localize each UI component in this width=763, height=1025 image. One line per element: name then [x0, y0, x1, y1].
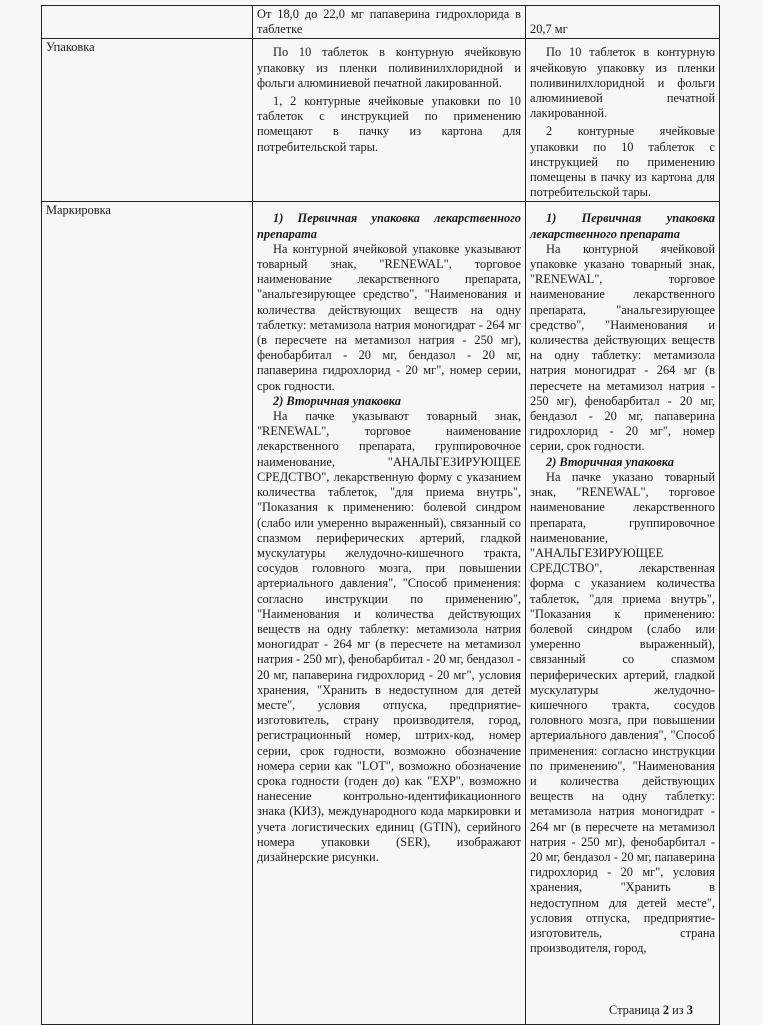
spec-cell: [253, 39, 526, 202]
spec-cell: [253, 6, 526, 39]
section-heading: 2) Вторичная упаковка: [273, 393, 401, 408]
section-heading: 2) Вторичная упаковка: [546, 454, 674, 469]
paragraph: На контурной ячейковой упаковке указывают товарный знак, "RENEWAL", торговое наименование лекарственного препарата, "анальгезирующее средство", "Наименования и количества действующих веществ на одну таблетку: метамизола натрия моногидрат - 264 мг (в пересчете на метамизол натрия - 250 мг), фенобарбитал - 20 мг, бендазол - 20 мг, папаверина гидрохлорид - 20 мг", номер серии, срок годности.: [257, 241, 521, 393]
footer-prefix: Страница: [608, 1003, 660, 1017]
section-heading: 1) Первичная упаковка лекарственного препарата: [257, 211, 521, 241]
result-text: 20,7 мг: [530, 22, 568, 37]
footer-of: из: [672, 1003, 684, 1017]
paragraph: 2 контурные ячейковые упаковки по 10 таблеток с инструкцией по применению помещены в пачку из картона для потребительской тары.: [530, 124, 715, 200]
row-label: Упаковка: [46, 40, 95, 55]
label-cell: [42, 39, 253, 202]
table-row: [42, 39, 720, 202]
section-heading: 1) Первичная упаковка лекарственного препарата: [530, 211, 715, 241]
paragraph: По 10 таблеток в контурную ячейковую упаковку из пленки поливинилхлоридной и фольги алюминиевой печатной лакированной.: [257, 45, 521, 90]
footer-total-pages: 3: [686, 1003, 693, 1017]
result-cell: [526, 39, 720, 202]
paragraph: На пачке указывают товарный знак, "RENEWAL", торговое наименование лекарственного препарата, группировочное наименование, "АНАЛЬГЕЗИРУЮЩЕЕ СРЕДСТВО", лекарственную форму с указанием количества таблеток, "для приема внутрь", "Показания к применению: болевой синдром (слабо или умеренно выраженный), связанный со спазмом периферических артерий, гладкой мускулатуры желудочно-кишечного тракта, сосудов головного мозга, при повышении артериального давления", "Способ применения: согласно инструкции по применению", "Наименования и количества действующих веществ на одну таблетку: метамизола натрия моногидрат - 264 мг (в пересчете на метамизол натрия - 250 мг), фенобарбитал - 20 мг, бендазол - 20 мг, папаверина гидрохлорид - 20 мг", условия хранения, "Хранить в недоступном для детей месте", условия отпуска, предприятие-изготовитель, страну производителя, город, регистрационный номер, штрих-код, номер серии, срок годности, возможно обозначение номера серии как "LOT", возможно обозначение срока годности (годен до) как "EXP", возможно нанесение контрольно-идентификационного знака (КИЗ), международного кода маркировки и учета логистических единиц (GTIN), серийного номера упаковки (SER), изображают дизайнерские рисунки.: [257, 409, 521, 864]
paragraph: 1, 2 контурные ячейковые упаковки по 10 таблеток с инструкцией по применению помещают в пачку из картона для потребительской тары.: [257, 94, 521, 154]
row-label: Маркировка: [46, 203, 111, 218]
result-cell: [526, 202, 720, 1025]
paragraph: По 10 таблеток в контурную ячейковую упаковку из пленки поливинилхлоридной и фольги алюминиевой печатной лакированной.: [530, 45, 715, 121]
specification-table: [41, 5, 720, 1025]
page-footer: [609, 1003, 693, 1018]
table-row: [42, 202, 720, 1025]
table-row: [42, 6, 720, 39]
spec-cell: [253, 202, 526, 1025]
footer-page-number: 2: [662, 1003, 670, 1017]
paragraph: На пачке указано товарный знак, "RENEWAL", торговое наименование лекарственного препарата, группировочное наименование, "АНАЛЬГЕЗИРУЮЩЕЕ СРЕДСТВО", лекарственная форма с указанием количества таблеток, "для приема внутрь", "Показания к применению: болевой синдром (слабо или умеренно выраженный), связанный со спазмом периферических артерий, гладкой мускулатуры желудочно-кишечного тракта, сосудов головного мозга, при повышении артериального давления", "Способ применения: согласно инструкции по применению", "Наименования и количества действующих веществ на одну таблетку: метамизола натрия моногидрат - 264 мг (в пересчете на метамизол натрия - 250 мг), фенобарбитал - 20 мг, бендазол - 20 мг, папаверина гидрохлорид - 20 мг", условия хранения, "Хранить в недоступном для детей месте", условия отпуска, предприятие-изготовитель, страна производителя, город,: [530, 469, 715, 956]
label-cell: [42, 6, 253, 39]
spec-text: От 18,0 до 22,0 мг папаверина гидрохлорида в таблетке: [257, 7, 521, 37]
label-cell: [42, 202, 253, 1025]
paragraph: На контурной ячейковой упаковке указано товарный знак, "RENEWAL", торговое наименование лекарственного препарата, "анальгезирующее средство", "Наименования и количества действующих веществ на одну таблетку: метамизола натрия моногидрат - 264 мг (в пересчете на метамизол натрия - 250 мг), фенобарбитал - 20 мг, бендазол - 20 мг, папаверина гидрохлорид - 20 мг", номер серии, срок годности.: [530, 241, 715, 454]
result-cell: [526, 6, 720, 39]
